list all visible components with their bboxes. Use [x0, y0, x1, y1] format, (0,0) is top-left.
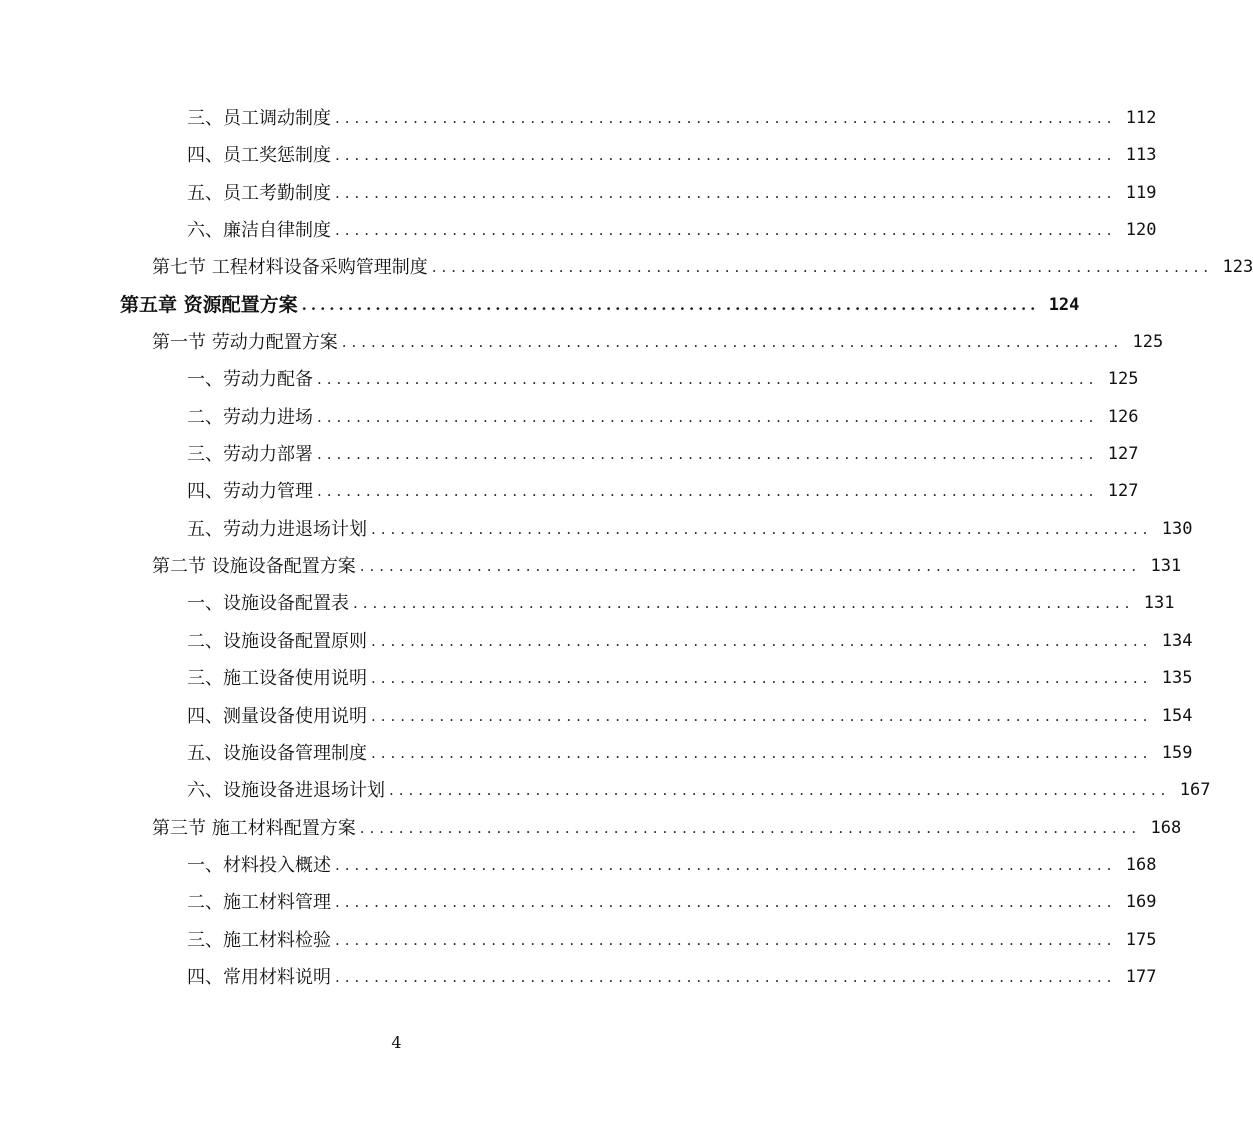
- toc-entry-label: 三、员工调动制度: [187, 108, 331, 129]
- toc-entry-page: 131: [1150, 556, 1182, 577]
- toc-item-entry[interactable]: [0, 623, 1193, 660]
- toc-entry-label: 二、劳动力进场: [187, 406, 313, 428]
- toc-entry-label: 第一节 劳动力配置方案: [152, 332, 338, 354]
- toc-entry-page: 127: [1107, 444, 1139, 465]
- toc-item-entry[interactable]: [0, 884, 1157, 921]
- toc-item-entry[interactable]: [0, 735, 1193, 772]
- toc-entry-page: 120: [1125, 220, 1157, 241]
- toc-entry-label: 三、施工材料检验: [187, 929, 331, 951]
- toc-section-entry[interactable]: [0, 324, 1164, 361]
- toc-item-entry[interactable]: [0, 436, 1139, 473]
- toc-item-entry[interactable]: [0, 212, 1157, 249]
- toc-entry-page: 112: [1125, 108, 1157, 128]
- toc-entry-label: 一、材料投入概述: [187, 854, 331, 876]
- toc-dot-leader: ................................................................................: [335, 967, 1117, 986]
- toc-dot-leader: ................................................................................: [317, 370, 1099, 389]
- toc-entry-page: 124: [1048, 294, 1080, 315]
- toc-item-entry[interactable]: [0, 698, 1193, 735]
- toc-entry-page: 126: [1107, 406, 1139, 427]
- toc-section-entry[interactable]: [0, 810, 1182, 847]
- toc-dot-leader: ................................................................................: [341, 333, 1124, 352]
- toc-entry-page: 134: [1161, 630, 1193, 651]
- toc-entry-page: 169: [1125, 892, 1157, 913]
- toc-entry-page: 130: [1161, 518, 1193, 539]
- toc-item-entry[interactable]: [0, 511, 1193, 548]
- toc-item-entry[interactable]: [0, 137, 1157, 174]
- toc-entry-page: 125: [1132, 332, 1164, 353]
- toc-entry-label: 二、施工材料管理: [187, 892, 331, 914]
- toc-entry-label: 三、劳动力部署: [187, 444, 313, 466]
- toc-entry-page: 177: [1125, 966, 1157, 987]
- toc-entry-page: 168: [1150, 817, 1182, 838]
- toc-chapter-entry[interactable]: [0, 287, 1080, 324]
- toc-section-entry[interactable]: [0, 249, 1253, 286]
- toc-dot-leader: ................................................................................: [335, 855, 1117, 874]
- toc-entry-page: 131: [1143, 593, 1175, 614]
- toc-dot-leader: ................................................................................: [335, 146, 1117, 165]
- toc-dot-leader: ................................................................................: [353, 594, 1135, 613]
- toc-entry-page: 119: [1125, 182, 1157, 203]
- toc-entry-page: 135: [1161, 668, 1193, 689]
- toc-dot-leader: ................................................................................: [317, 482, 1099, 501]
- toc-section-entry[interactable]: [0, 548, 1182, 585]
- toc-entry-page: 159: [1161, 742, 1193, 763]
- toc-item-entry[interactable]: [0, 922, 1157, 959]
- toc-dot-leader: ................................................................................: [371, 631, 1153, 650]
- toc-item-entry[interactable]: [0, 473, 1139, 510]
- toc-entry-label: 五、员工考勤制度: [187, 182, 331, 204]
- toc-item-entry[interactable]: [0, 361, 1139, 398]
- toc-entry-label: 第七节 工程材料设备采购管理制度: [152, 257, 428, 279]
- toc-entry-label: 三、施工设备使用说明: [187, 668, 367, 690]
- toc-entry-label: 第五章 资源配置方案: [120, 293, 298, 316]
- toc-entry-page: 123: [1222, 257, 1253, 278]
- toc-item-entry[interactable]: [0, 660, 1193, 697]
- toc-entry-page: 167: [1179, 780, 1211, 801]
- toc-entry-label: 四、员工奖惩制度: [187, 145, 331, 167]
- toc-entry-label: 四、测量设备使用说明: [187, 705, 367, 727]
- toc-dot-leader: ................................................................................: [317, 445, 1099, 464]
- toc-dot-leader: ................................................................................: [371, 706, 1153, 725]
- toc-dot-leader: ................................................................................: [317, 407, 1099, 426]
- page-number: 4: [391, 1033, 402, 1052]
- toc-entry-page: 125: [1107, 369, 1139, 390]
- toc-dot-leader: ................................................................................: [335, 930, 1117, 949]
- table-of-contents: [0, 100, 1253, 996]
- toc-entry-page: 168: [1125, 854, 1157, 875]
- toc-entry-label: 五、设施设备管理制度: [187, 742, 367, 764]
- toc-entry-label: 一、劳动力配备: [187, 369, 313, 391]
- toc-entry-label: 第二节 设施设备配置方案: [152, 556, 356, 578]
- toc-dot-leader: ................................................................................: [359, 818, 1142, 837]
- toc-entry-label: 四、劳动力管理: [187, 481, 313, 503]
- toc-item-entry[interactable]: [0, 100, 1157, 137]
- toc-item-entry[interactable]: [0, 772, 1211, 809]
- toc-dot-leader: ................................................................................: [371, 519, 1153, 538]
- toc-item-entry[interactable]: [0, 175, 1157, 212]
- toc-entry-page: 154: [1161, 705, 1193, 726]
- toc-dot-leader: ................................................................................: [335, 109, 1117, 127]
- toc-item-entry[interactable]: [0, 847, 1157, 884]
- toc-item-entry[interactable]: [0, 399, 1139, 436]
- toc-dot-leader: ................................................................................: [389, 781, 1171, 800]
- toc-dot-leader: ................................................................................: [359, 557, 1142, 576]
- toc-dot-leader: ................................................................................: [371, 743, 1153, 762]
- toc-dot-leader: ................................................................................: [431, 258, 1214, 277]
- toc-dot-leader: ................................................................................: [301, 295, 1040, 314]
- toc-entry-page: 175: [1125, 929, 1157, 950]
- toc-dot-leader: ................................................................................: [371, 669, 1153, 688]
- toc-dot-leader: ................................................................................: [335, 893, 1117, 912]
- toc-item-entry[interactable]: [0, 585, 1175, 622]
- toc-entry-page: 127: [1107, 481, 1139, 502]
- toc-item-entry[interactable]: [0, 959, 1157, 996]
- toc-entry-label: 一、设施设备配置表: [187, 593, 349, 615]
- toc-dot-leader: ................................................................................: [335, 221, 1117, 240]
- toc-entry-label: 二、设施设备配置原则: [187, 630, 367, 652]
- toc-entry-label: 五、劳动力进退场计划: [187, 518, 367, 540]
- toc-entry-label: 第三节 施工材料配置方案: [152, 817, 356, 839]
- toc-entry-page: 113: [1125, 145, 1157, 166]
- toc-entry-label: 六、设施设备进退场计划: [187, 780, 385, 802]
- toc-entry-label: 六、廉洁自律制度: [187, 220, 331, 242]
- toc-entry-label: 四、常用材料说明: [187, 966, 331, 988]
- toc-dot-leader: ................................................................................: [335, 183, 1117, 202]
